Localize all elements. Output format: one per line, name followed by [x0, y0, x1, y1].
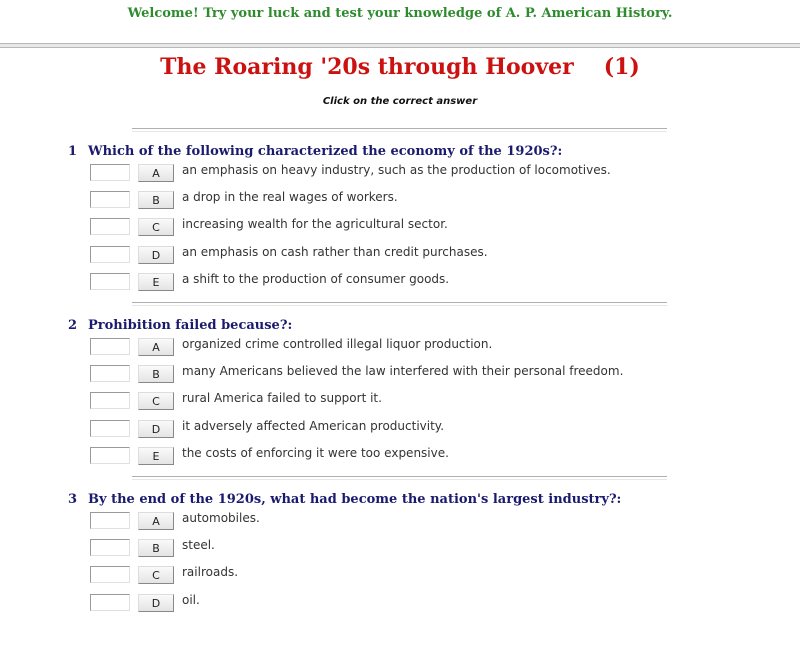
- choice-e-button[interactable]: E: [138, 273, 174, 291]
- choice-text: an emphasis on heavy industry, such as the production of locomotives.: [182, 163, 611, 177]
- choice-row: [90, 389, 690, 413]
- choice-text: many Americans believed the law interfered with their personal freedom.: [182, 364, 624, 378]
- answer-feedback-box: [90, 365, 130, 382]
- choice-row: [90, 188, 690, 212]
- choice-row: [90, 536, 690, 560]
- answer-feedback-box: [90, 512, 130, 529]
- choice-row: [90, 215, 690, 239]
- answer-feedback-box: [90, 392, 130, 409]
- choice-a-button[interactable]: A: [138, 338, 174, 356]
- choice-c-button[interactable]: C: [138, 218, 174, 236]
- answer-feedback-box: [90, 566, 130, 583]
- choice-text: the costs of enforcing it were too expensive.: [182, 446, 449, 460]
- answer-feedback-box: [90, 447, 130, 464]
- choice-row: [90, 417, 690, 441]
- answer-feedback-box: [90, 273, 130, 290]
- choice-b-button[interactable]: B: [138, 191, 174, 209]
- answer-feedback-box: [90, 218, 130, 235]
- choice-d-button[interactable]: D: [138, 246, 174, 264]
- choice-text: steel.: [182, 538, 215, 552]
- choice-text: oil.: [182, 593, 200, 607]
- question-number: 1: [68, 144, 78, 159]
- page-title: [0, 54, 800, 80]
- question-prompt: By the end of the 1920s, what had become the nation's largest industry?:: [88, 492, 622, 507]
- welcome-banner: Welcome! Try your luck and test your knowledge of A. P. American History.: [127, 6, 673, 21]
- choice-row: [90, 444, 690, 468]
- choice-b-button[interactable]: B: [138, 539, 174, 557]
- choice-b-button[interactable]: B: [138, 365, 174, 383]
- instruction-text: Click on the correct answer: [322, 96, 478, 107]
- choice-row: [90, 509, 690, 533]
- choice-text: increasing wealth for the agricultural sector.: [182, 217, 448, 231]
- choice-text: a shift to the production of consumer goods.: [182, 272, 450, 286]
- header-divider: [0, 43, 800, 48]
- answer-feedback-box: [90, 338, 130, 355]
- choice-row: [90, 591, 690, 615]
- quiz-page-number: (1): [603, 54, 640, 80]
- choice-a-button[interactable]: A: [138, 164, 174, 182]
- choice-row: [90, 161, 690, 185]
- choice-c-button[interactable]: C: [138, 566, 174, 584]
- question-prompt: Which of the following characterized the economy of the 1920s?:: [88, 144, 563, 159]
- question-number: 2: [68, 318, 78, 333]
- quiz-title: The Roaring '20s through Hoover: [160, 54, 574, 80]
- answer-feedback-box: [90, 539, 130, 556]
- choice-text: rural America failed to support it.: [182, 391, 382, 405]
- answer-feedback-box: [90, 191, 130, 208]
- choice-row: [90, 270, 690, 294]
- question-2: [0, 306, 800, 476]
- choice-row: [90, 243, 690, 267]
- question-text: [68, 318, 292, 333]
- choice-c-button[interactable]: C: [138, 392, 174, 410]
- choice-row: [90, 335, 690, 359]
- choice-row: [90, 563, 690, 587]
- choice-text: an emphasis on cash rather than credit purchases.: [182, 245, 488, 259]
- choice-a-button[interactable]: A: [138, 512, 174, 530]
- question-prompt: Prohibition failed because?:: [88, 318, 293, 333]
- answer-feedback-box: [90, 164, 130, 181]
- question-text: [68, 492, 621, 507]
- choice-d-button[interactable]: D: [138, 420, 174, 438]
- choice-text: automobiles.: [182, 511, 260, 525]
- answer-feedback-box: [90, 420, 130, 437]
- choice-text: it adversely affected American productivity.: [182, 419, 445, 433]
- question-3: [0, 480, 800, 650]
- answer-feedback-box: [90, 246, 130, 263]
- choice-text: a drop in the real wages of workers.: [182, 190, 398, 204]
- question-1: [0, 132, 800, 302]
- question-number: 3: [68, 492, 78, 507]
- choice-row: [90, 362, 690, 386]
- choice-e-button[interactable]: E: [138, 447, 174, 465]
- quiz-list: [0, 128, 800, 650]
- choice-text: railroads.: [182, 565, 239, 579]
- choice-d-button[interactable]: D: [138, 594, 174, 612]
- answer-feedback-box: [90, 594, 130, 611]
- question-text: [68, 144, 562, 159]
- choice-text: organized crime controlled illegal liquor production.: [182, 337, 493, 351]
